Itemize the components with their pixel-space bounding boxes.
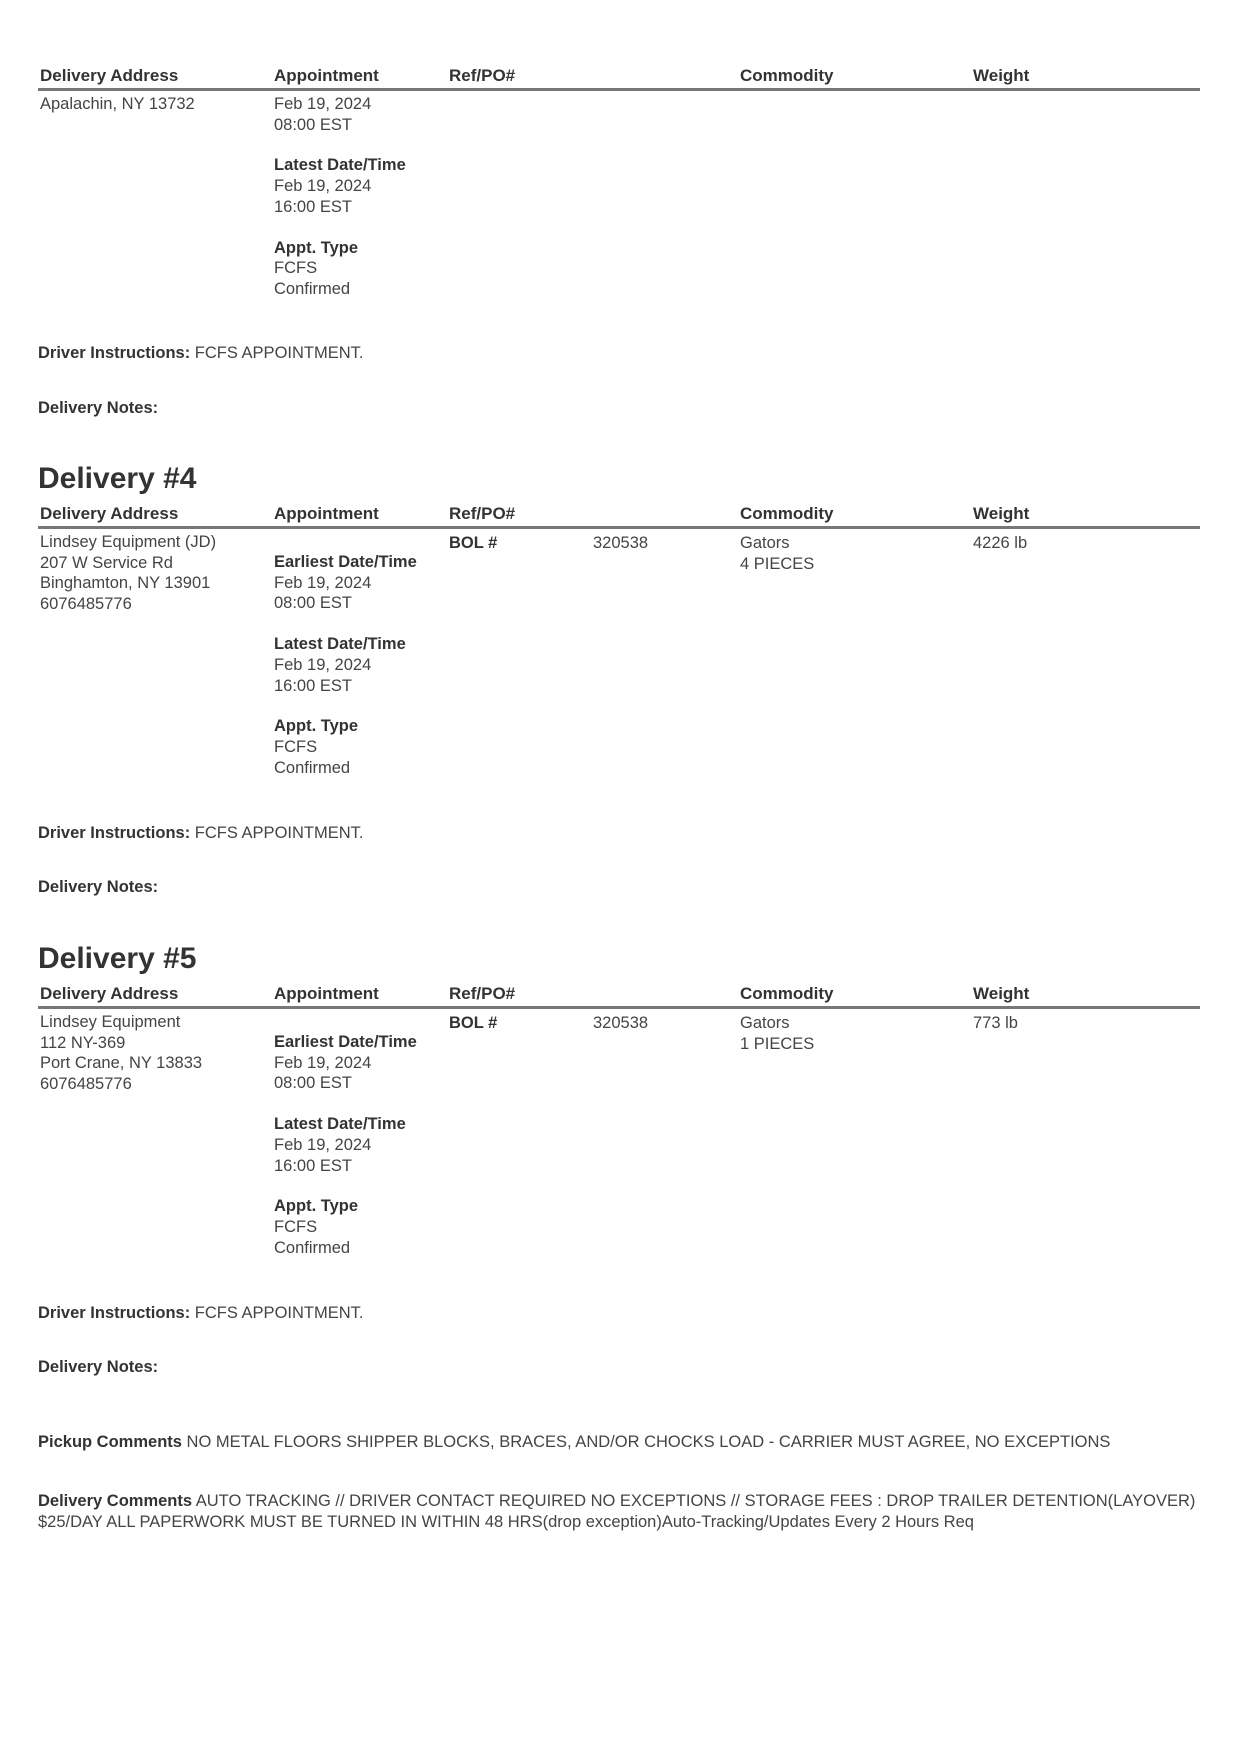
appt-type-value: FCFS — [274, 1217, 318, 1236]
delivery-notes-label: Delivery Notes: — [38, 878, 159, 896]
delivery-address-cell — [40, 1012, 202, 1095]
delivery-3-driver-instructions — [38, 343, 1208, 364]
appointment-cell — [274, 94, 406, 300]
earliest-date: Feb 19, 2024 — [274, 1053, 372, 1072]
table-header — [38, 504, 1200, 529]
latest-label: Latest Date/Time — [274, 1115, 406, 1134]
header-appointment: Appointment — [274, 984, 379, 1003]
header-commodity: Commodity — [740, 984, 834, 1003]
appt-type-value: FCFS — [274, 259, 318, 278]
appt-status: Confirmed — [274, 1238, 351, 1257]
delivery-3-notes — [38, 398, 1208, 419]
delivery-4-notes — [38, 877, 1208, 898]
address-line: Port Crane, NY 13833 — [40, 1054, 203, 1073]
appt-type-label: Appt. Type — [274, 238, 359, 257]
earliest-time: 08:00 EST — [274, 115, 352, 134]
delivery-5-driver-instructions — [38, 1303, 1208, 1324]
latest-date: Feb 19, 2024 — [274, 177, 372, 196]
delivery-comments-label: Delivery Comments — [38, 1492, 193, 1510]
delivery-address-cell — [40, 94, 195, 115]
address-line: Apalachin, NY 13732 — [40, 95, 195, 113]
header-delivery-address: Delivery Address — [40, 66, 179, 85]
weight-value: 4226 lb — [973, 534, 1028, 552]
driver-instructions-label: Driver Instructions: — [38, 344, 191, 362]
appt-type-label: Appt. Type — [274, 717, 359, 736]
driver-instructions-label: Driver Instructions: — [38, 824, 191, 842]
latest-time: 16:00 EST — [274, 1156, 352, 1175]
commodity-cell — [740, 1013, 814, 1054]
earliest-label: Earliest Date/Time — [274, 553, 417, 571]
header-ref-po: Ref/PO# — [449, 66, 516, 85]
delivery-comments — [38, 1491, 1208, 1532]
bol-label: BOL # — [449, 1014, 498, 1032]
delivery-address-cell — [40, 532, 216, 615]
driver-instructions-text: FCFS APPOINTMENT. — [194, 344, 364, 362]
bol-label: BOL # — [449, 534, 498, 552]
appt-status: Confirmed — [274, 279, 351, 298]
header-ref-po: Ref/PO# — [449, 984, 516, 1003]
latest-time: 16:00 EST — [274, 197, 352, 216]
weight-value: 773 lb — [973, 1014, 1018, 1032]
header-delivery-address: Delivery Address — [40, 984, 179, 1003]
header-delivery-address: Delivery Address — [40, 504, 179, 523]
commodity-name: Gators — [740, 1014, 790, 1032]
appt-status: Confirmed — [274, 758, 351, 777]
delivery-3-table — [38, 66, 1200, 298]
delivery-notes-label: Delivery Notes: — [38, 1358, 159, 1376]
earliest-time: 08:00 EST — [274, 594, 352, 613]
earliest-date: Feb 19, 2024 — [274, 95, 372, 113]
address-line: Binghamton, NY 13901 — [40, 574, 211, 593]
delivery-5-table — [38, 984, 1200, 1257]
commodity-pieces: 4 PIECES — [740, 554, 815, 573]
address-line: 112 NY-369 — [40, 1033, 126, 1052]
latest-date: Feb 19, 2024 — [274, 655, 372, 674]
driver-instructions-text: FCFS APPOINTMENT. — [194, 1304, 364, 1322]
header-commodity: Commodity — [740, 504, 834, 523]
commodity-cell — [740, 533, 814, 574]
appt-type-label: Appt. Type — [274, 1197, 359, 1216]
header-weight: Weight — [973, 66, 1030, 85]
earliest-label: Earliest Date/Time — [274, 1033, 417, 1051]
commodity-name: Gators — [740, 534, 790, 552]
header-weight: Weight — [973, 504, 1030, 523]
address-line: Lindsey Equipment — [40, 1013, 181, 1031]
appt-type-value: FCFS — [274, 737, 318, 756]
latest-label: Latest Date/Time — [274, 156, 406, 175]
table-header — [38, 66, 1200, 91]
driver-instructions-label: Driver Instructions: — [38, 1304, 191, 1322]
driver-instructions-text: FCFS APPOINTMENT. — [194, 824, 364, 842]
phone-number: 6076485776 — [40, 595, 132, 614]
address-line: 207 W Service Rd — [40, 553, 173, 572]
header-appointment: Appointment — [274, 504, 379, 523]
latest-time: 16:00 EST — [274, 676, 352, 695]
delivery-4-table — [38, 504, 1200, 777]
header-ref-po: Ref/PO# — [449, 504, 516, 523]
pickup-comments-label: Pickup Comments — [38, 1433, 182, 1451]
bol-number: 320538 — [593, 534, 649, 552]
delivery-4-title: Delivery #4 — [38, 462, 197, 495]
earliest-time: 08:00 EST — [274, 1074, 352, 1093]
bol-number: 320538 — [593, 1014, 649, 1032]
header-appointment: Appointment — [274, 66, 379, 85]
latest-label: Latest Date/Time — [274, 635, 406, 654]
pickup-comments-text: NO METAL FLOORS SHIPPER BLOCKS, BRACES, AND/OR CHOCKS LOAD - CARRIER MUST AGREE, NO EXCEPTIONS — [186, 1433, 1111, 1451]
table-header — [38, 984, 1200, 1009]
latest-date: Feb 19, 2024 — [274, 1135, 372, 1154]
delivery-5-notes — [38, 1357, 1208, 1378]
appointment-cell — [274, 1032, 417, 1258]
pickup-comments — [38, 1432, 1208, 1453]
address-line: Lindsey Equipment (JD) — [40, 533, 217, 551]
delivery-notes-label: Delivery Notes: — [38, 399, 159, 417]
header-weight: Weight — [973, 984, 1030, 1003]
appointment-cell — [274, 552, 417, 778]
earliest-date: Feb 19, 2024 — [274, 573, 372, 592]
delivery-4-driver-instructions — [38, 823, 1208, 844]
phone-number: 6076485776 — [40, 1075, 132, 1094]
header-commodity: Commodity — [740, 66, 834, 85]
delivery-5-title: Delivery #5 — [38, 942, 197, 975]
delivery-comments-text: AUTO TRACKING // DRIVER CONTACT REQUIRED NO EXCEPTIONS // STORAGE FEES : DROP TRAILER DETENTION(LAYOVER) $25/DAY ALL PAPERWORK MUST BE TURNED IN WITHIN 48 HRS(drop exception)Auto-Tracking/Updates Every 2 Hours Req — [38, 1492, 1196, 1531]
commodity-pieces: 1 PIECES — [740, 1034, 815, 1053]
